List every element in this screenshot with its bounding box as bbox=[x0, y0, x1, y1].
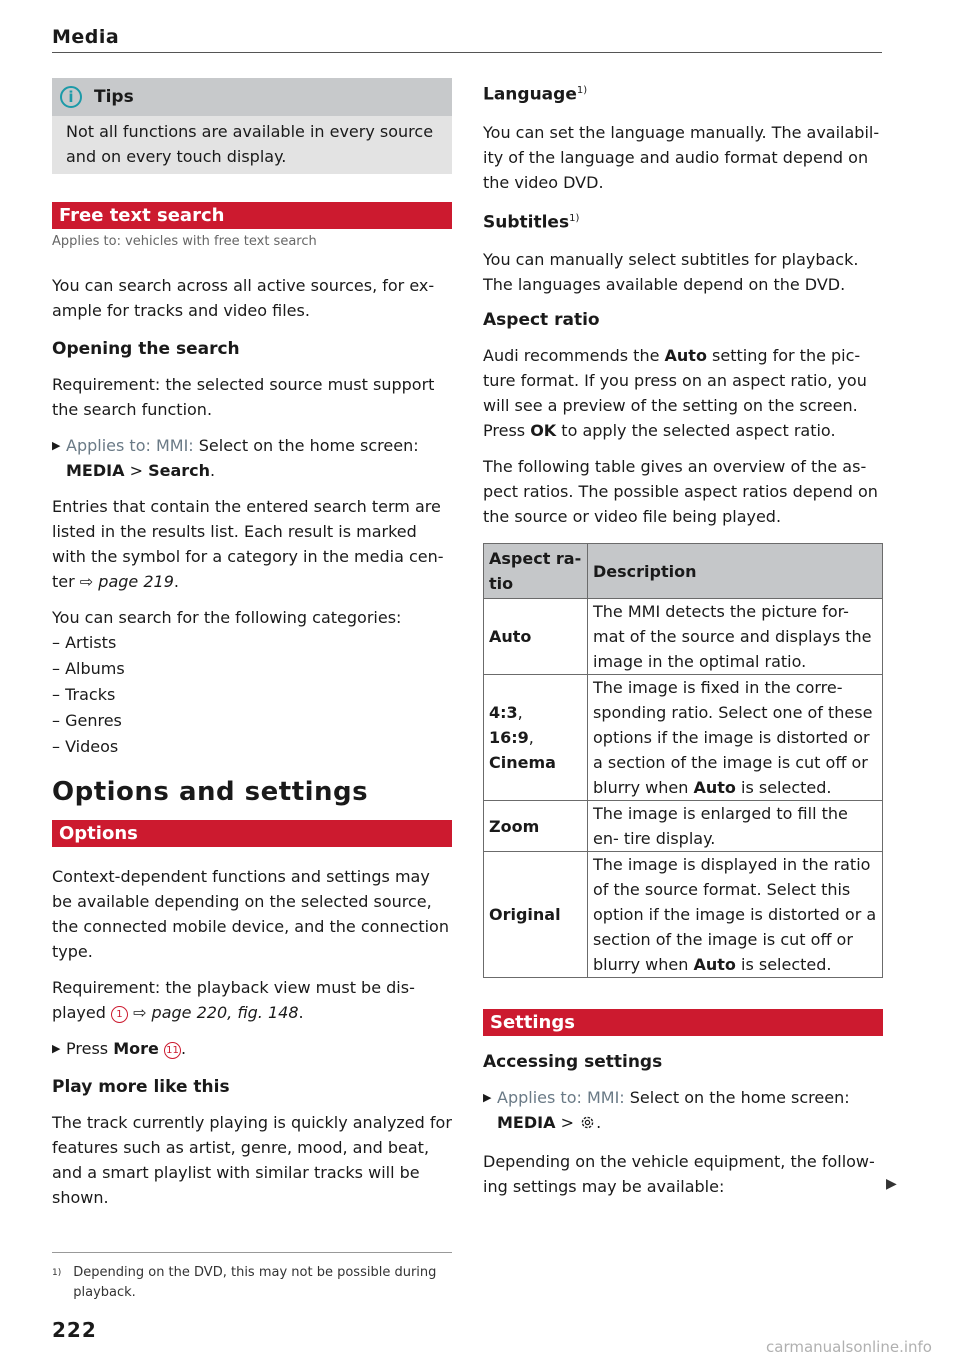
footnote bbox=[52, 1263, 452, 1303]
aspect-auto-label: Auto bbox=[664, 346, 707, 366]
tips-header bbox=[52, 78, 452, 116]
aspect-text: to apply the selected aspect ratio. bbox=[561, 421, 836, 441]
entries-end: . bbox=[173, 572, 179, 591]
settings-depending-text: Depending on the vehicle equipment, the follow- ing settings may be available: bbox=[483, 1152, 875, 1197]
table-key-cell: Zoom bbox=[484, 801, 588, 852]
list-item: – Videos bbox=[52, 737, 119, 756]
watermark: carmanualsonline.info bbox=[766, 1338, 932, 1356]
page-number: 222 bbox=[52, 1318, 97, 1342]
figure-reference-link[interactable]: ⇨ page 220, fig. 148 bbox=[133, 1003, 299, 1022]
applies-to-note: Applies to: vehicles with free text search bbox=[52, 234, 317, 249]
table-key-cell: 4:3, 16:9, Cinema bbox=[484, 675, 588, 801]
options-text: Context-dependent functions and settings may be available depending on the selected source, the connected mobile device, and the connection type. bbox=[52, 867, 449, 961]
table-key-cell: Auto bbox=[484, 599, 588, 675]
footnote-mark: 1) bbox=[52, 1268, 62, 1278]
list-item: – Genres bbox=[52, 711, 122, 730]
left-column bbox=[52, 78, 452, 1303]
heading-aspect-ratio: Aspect ratio bbox=[483, 310, 600, 331]
aspect-ratio-table bbox=[483, 543, 883, 978]
aspect-text: Audi recommends the bbox=[483, 346, 660, 366]
categories-intro: You can search for the following categories: bbox=[52, 608, 402, 627]
search-step bbox=[52, 433, 452, 483]
press-text: Press bbox=[66, 1039, 109, 1058]
step-arrow-icon: ▶ bbox=[52, 1042, 61, 1055]
heading-language: Language bbox=[483, 84, 577, 105]
continue-arrow-icon: ▶ bbox=[886, 1176, 897, 1192]
step-end: . bbox=[596, 1113, 602, 1133]
table-header-row bbox=[484, 544, 883, 599]
tips-text: Not all functions are available in every source and on every touch display. bbox=[66, 122, 434, 166]
step-path-separator: > bbox=[560, 1113, 574, 1133]
list-item: – Tracks bbox=[52, 685, 116, 704]
step-arrow-icon: ▶ bbox=[483, 1091, 492, 1105]
key-cinema: Cinema bbox=[489, 753, 556, 773]
section-heading-options: Options bbox=[52, 820, 452, 847]
play-more-text: The track currently playing is quickly analyzed for features such as artist, genre, mood, and beat, and a smart playlist with similar tracks will be shown. bbox=[52, 1113, 452, 1207]
table-header-cell: Description bbox=[588, 544, 883, 599]
table-desc-cell bbox=[588, 852, 883, 978]
search-requirement: Requirement: the selected source must support the search function. bbox=[52, 375, 435, 419]
desc-end: is selected. bbox=[741, 778, 832, 798]
desc-text: The image is displayed in the ratio of the source format. Select this option if the image is distorted or a section of the image is cut off or blurry when bbox=[593, 855, 877, 975]
table-desc-cell: The image is enlarged to fill the en- tire display. bbox=[588, 801, 883, 852]
options-req-end: . bbox=[298, 1003, 304, 1022]
footnote-text: Depending on the DVD, this may not be possible during playback. bbox=[73, 1265, 437, 1300]
categories-list bbox=[52, 630, 452, 760]
heading-play-more-like-this: Play more like this bbox=[52, 1077, 230, 1097]
info-icon: i bbox=[60, 86, 82, 108]
desc-end: is selected. bbox=[741, 955, 832, 975]
heading-options-and-settings: Options and settings bbox=[52, 777, 369, 807]
step-arrow-icon: ▶ bbox=[52, 439, 61, 452]
language-text: You can set the language manually. The availabil- ity of the language and audio format depend on the video DVD. bbox=[483, 122, 880, 192]
press-more-label: More bbox=[113, 1039, 159, 1058]
step-applies: Applies to: MMI: bbox=[497, 1088, 625, 1108]
header-divider bbox=[52, 52, 882, 53]
key-4-3: 4:3 bbox=[489, 703, 518, 723]
page-reference-link[interactable]: ⇨ page 219 bbox=[79, 572, 174, 591]
section-heading-free-text-search: Free text search bbox=[52, 202, 452, 229]
options-requirement: Requirement: the playback view must be dis- played bbox=[52, 978, 415, 1022]
table-row bbox=[484, 675, 883, 801]
aspect-ok-label: OK bbox=[530, 421, 557, 441]
heading-accessing-settings: Accessing settings bbox=[483, 1052, 663, 1073]
table-row bbox=[484, 852, 883, 978]
heading-subtitles: Subtitles bbox=[483, 212, 570, 233]
page-header-title: Media bbox=[52, 26, 120, 48]
tips-box bbox=[52, 78, 452, 174]
table-desc-cell: The MMI detects the picture for- mat of the source and displays the image in the optimal ratio. bbox=[588, 599, 883, 675]
footnote-ref: 1) bbox=[569, 212, 580, 224]
tips-label: Tips bbox=[94, 87, 134, 107]
section-heading-settings: Settings bbox=[483, 1009, 883, 1036]
settings-step bbox=[483, 1085, 883, 1138]
right-column bbox=[483, 78, 883, 1199]
table-row bbox=[484, 801, 883, 852]
step-path-separator: > bbox=[129, 461, 143, 480]
step-text: Select on the home screen: bbox=[198, 436, 419, 455]
desc-auto-label: Auto bbox=[693, 955, 736, 975]
desc-text: The image is fixed in the corre- sponding ratio. Select one of these options if the image is distorted or a section of the image is cut off or blurry when bbox=[593, 678, 873, 798]
step-path-media: MEDIA bbox=[497, 1113, 556, 1133]
table-desc-cell bbox=[588, 675, 883, 801]
step-path-search: Search bbox=[148, 461, 210, 480]
list-item: – Albums bbox=[52, 659, 125, 678]
step-text: Select on the home screen: bbox=[629, 1088, 850, 1108]
footnote-ref: 1) bbox=[576, 85, 588, 96]
table-header-cell: Aspect ra- tio bbox=[484, 544, 588, 599]
gear-icon bbox=[579, 1113, 596, 1138]
desc-auto-label: Auto bbox=[693, 778, 736, 798]
table-key-cell: Original bbox=[484, 852, 588, 978]
step-end: . bbox=[210, 461, 216, 480]
entries-text: Entries that contain the entered search term are listed in the results list. Each result is marked with the symbol for a category in the media cen- ter bbox=[52, 497, 444, 591]
subtitles-text: You can manually select subtitles for playback. The languages available depend on the DVD. bbox=[483, 250, 859, 295]
footnote-divider bbox=[52, 1252, 452, 1253]
step-path-media: MEDIA bbox=[66, 461, 125, 480]
callout-badge: 11 bbox=[164, 1042, 181, 1059]
free-text-intro: You can search across all active sources, for ex- ample for tracks and video files. bbox=[52, 276, 435, 320]
aspect-table-intro: The following table gives an overview of the as- pect ratios. The possible aspect ratios depend on the source or video file being played. bbox=[483, 457, 878, 527]
aspect-text: setting for the pic- ture format. If you press on an aspect ratio, you will see a preview of the setting on the screen. Press bbox=[483, 346, 867, 441]
heading-opening-search: Opening the search bbox=[52, 339, 240, 359]
key-16-9: 16:9 bbox=[489, 728, 529, 748]
callout-badge: 1 bbox=[111, 1006, 128, 1023]
press-more-step bbox=[52, 1036, 452, 1061]
step-applies: Applies to: MMI: bbox=[66, 436, 194, 455]
press-end: . bbox=[180, 1039, 187, 1058]
list-item: – Artists bbox=[52, 633, 117, 652]
table-row bbox=[484, 599, 883, 675]
